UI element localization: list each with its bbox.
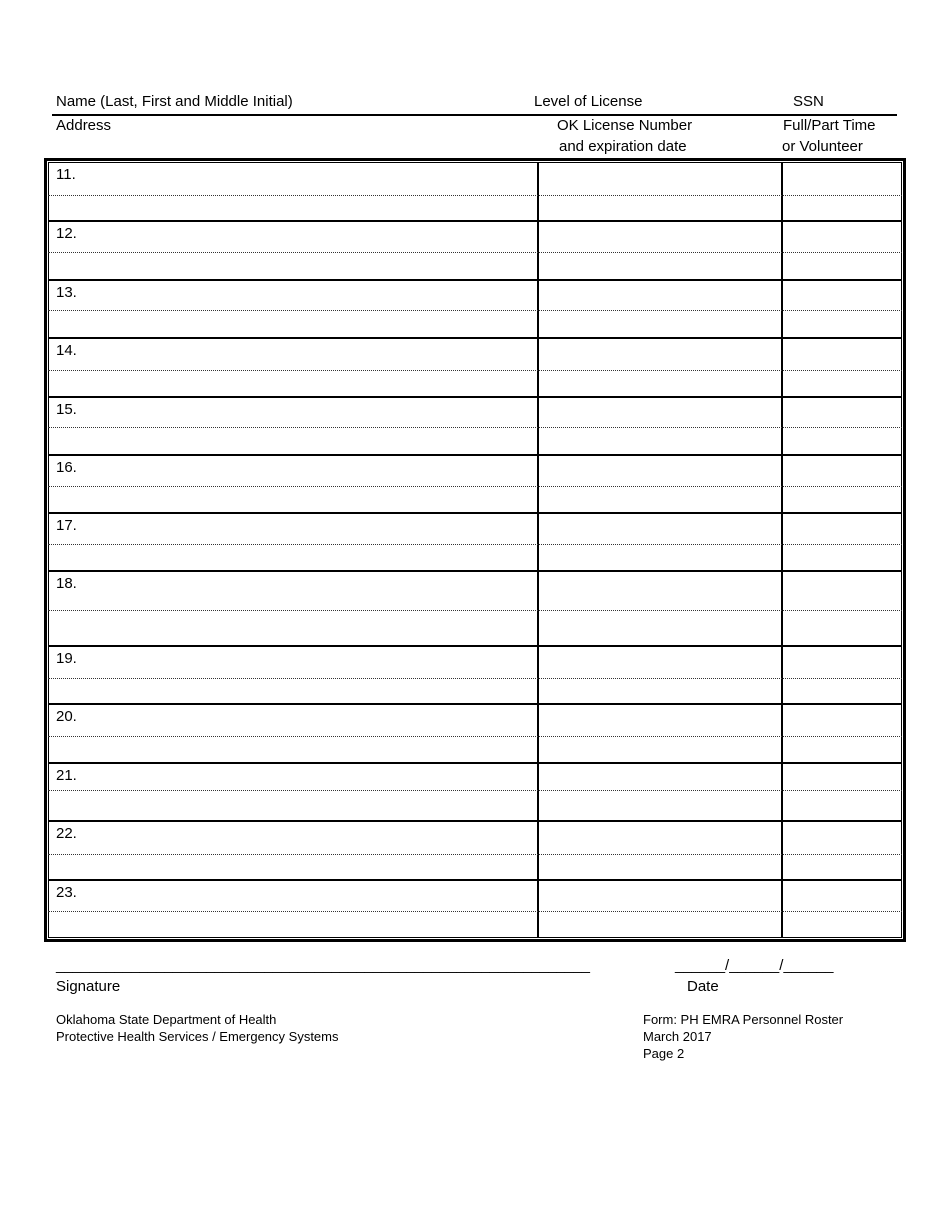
row-inner-dotted-line	[48, 195, 902, 196]
row-separator	[48, 337, 902, 339]
ssn-label: SSN	[793, 93, 824, 110]
row-inner-dotted-line	[48, 911, 902, 912]
row-separator	[48, 396, 902, 398]
row-inner-dotted-line	[48, 370, 902, 371]
row-inner-dotted-line	[48, 790, 902, 791]
row-inner-dotted-line	[48, 427, 902, 428]
row-inner-dotted-line	[48, 854, 902, 855]
address-label: Address	[56, 117, 112, 134]
row-separator	[48, 762, 902, 764]
row-separator	[48, 454, 902, 456]
footer-page-number: Page 2	[643, 1046, 685, 1061]
row-inner-dotted-line	[48, 310, 902, 311]
ok-license-label-line2: and expiration date	[559, 138, 687, 155]
row-number: 19.	[56, 650, 77, 667]
row-inner-dotted-line	[48, 678, 902, 679]
row-separator	[48, 703, 902, 705]
row-number: 12.	[56, 225, 77, 242]
employment-status-label-line1: Full/Part Time	[783, 117, 876, 134]
row-inner-dotted-line	[48, 544, 902, 545]
signature-line[interactable]: ________________________________________________________________	[56, 957, 590, 974]
date-line[interactable]: ______/______/______	[675, 957, 834, 974]
date-label: Date	[687, 978, 719, 995]
row-number: 13.	[56, 284, 77, 301]
footer-form-date: March 2017	[643, 1029, 712, 1044]
row-number: 23.	[56, 884, 77, 901]
header-divider	[52, 114, 897, 116]
row-separator	[48, 820, 902, 822]
row-number: 11.	[56, 166, 76, 183]
row-inner-dotted-line	[48, 610, 902, 611]
row-inner-dotted-line	[48, 252, 902, 253]
level-of-license-label: Level of License	[534, 93, 643, 110]
row-inner-dotted-line	[48, 736, 902, 737]
footer-form-name: Form: PH EMRA Personnel Roster	[643, 1012, 844, 1027]
employment-status-label-line2: or Volunteer	[782, 138, 863, 155]
row-number: 22.	[56, 825, 77, 842]
row-separator	[48, 645, 902, 647]
row-number: 20.	[56, 708, 77, 725]
row-number: 14.	[56, 342, 77, 359]
row-separator	[48, 220, 902, 222]
row-number: 17.	[56, 517, 77, 534]
row-separator	[48, 879, 902, 881]
name-column-label: Name (Last, First and Middle Initial)	[56, 93, 293, 110]
row-inner-dotted-line	[48, 486, 902, 487]
row-number: 21.	[56, 767, 77, 784]
row-number: 18.	[56, 575, 77, 592]
row-number: 16.	[56, 459, 77, 476]
footer-division: Protective Health Services / Emergency Systems	[56, 1029, 339, 1044]
row-separator	[48, 279, 902, 281]
ok-license-label-line1: OK License Number	[557, 117, 693, 134]
signature-label: Signature	[56, 978, 121, 995]
row-separator	[48, 512, 902, 514]
row-separator	[48, 570, 902, 572]
footer-department: Oklahoma State Department of Health	[56, 1012, 277, 1027]
row-number: 15.	[56, 401, 77, 418]
